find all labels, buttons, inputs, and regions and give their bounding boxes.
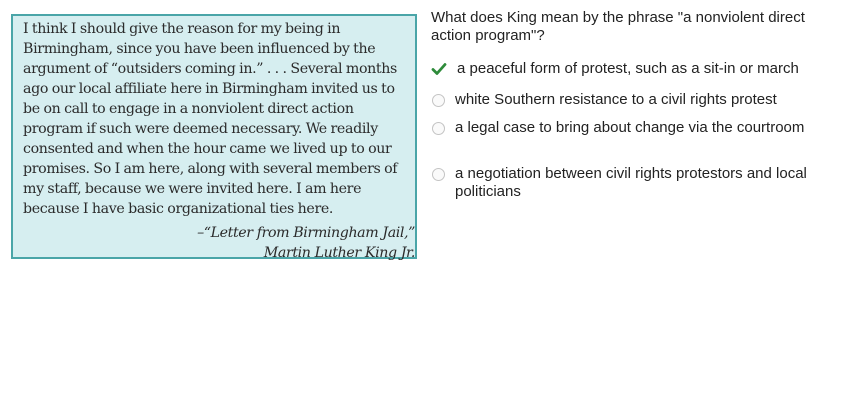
passage-attribution: [23, 223, 415, 263]
answer-option-3[interactable]: [431, 119, 804, 137]
passage-text: I think I should give the reason for my being in Birmingham, since you have been influenced by the argument of “outsiders coming in.” . . . Several months ago our local affiliate here in Birmingham invited us to be on call to engage in a nonviolent direct action program if such were deemed necessary. We readily consented and when the hour came we lived up to our promises. So I am here, along with several members of my staff, because we were invited here. I am here because I have basic organizational ties here.: [23, 21, 398, 217]
passage-box: [11, 14, 417, 259]
attribution-source: –“Letter from Birmingham Jail,”: [197, 225, 415, 241]
answer-option-2[interactable]: [431, 91, 777, 109]
answer-option-4[interactable]: [431, 165, 841, 201]
answer-option-label: a negotiation between civil rights protestors and local politicians: [455, 165, 807, 200]
answer-option-label: a legal case to bring about change via the courtroom: [455, 119, 805, 136]
attribution-author: Martin Luther King Jr.: [263, 245, 415, 261]
question-prompt: What does King mean by the phrase "a nonviolent direct action program"?: [431, 9, 805, 44]
radio-icon[interactable]: [431, 92, 446, 107]
radio-icon[interactable]: [431, 120, 446, 135]
answer-option-1[interactable]: [431, 60, 799, 78]
answer-option-label: white Southern resistance to a civil rights protest: [455, 91, 777, 108]
answer-option-label: a peaceful form of protest, such as a sit-in or march: [457, 60, 799, 77]
check-icon: [431, 61, 446, 76]
radio-icon[interactable]: [431, 166, 446, 181]
